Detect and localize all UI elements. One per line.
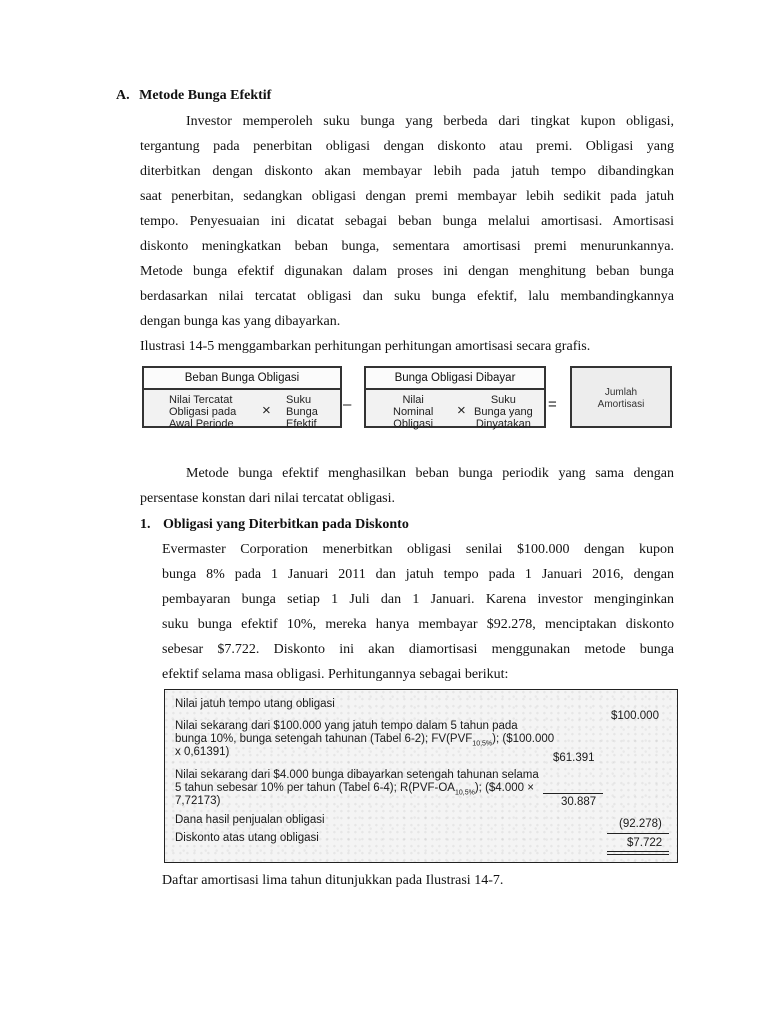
effective-rate-label: Suku Bunga Efektif — [286, 394, 318, 430]
subsection-heading — [140, 517, 409, 533]
pv-interest-amount: 30.887 — [561, 796, 597, 808]
paragraph-line: efektif selama masa obligasi. Perhitungannya sebagai berikut: — [162, 667, 509, 682]
paragraph-line: Metode bunga efektif digunakan dalam proses ini dengan menghitung beban bunga — [140, 264, 674, 279]
interest-expense-box — [142, 366, 342, 428]
stated-rate-label: Suku Bunga yang Dinyatakan — [474, 394, 533, 430]
illustration-note: Ilustrasi 14-5 menggambarkan perhitungan perhitungan amortisasi secara grafis. — [140, 339, 591, 354]
effective-method-paragraph — [140, 461, 674, 511]
paragraph-line: Investor memperoleh suku bunga yang berbeda dari tingkat kupon obligasi, — [186, 114, 674, 129]
paragraph-line: suku bunga efektif 10%, mereka hanya membayar $92.278, menciptakan diskonto — [162, 617, 674, 632]
subtotal-rule — [543, 793, 603, 794]
pv-principal-amount: $61.391 — [553, 752, 595, 764]
proceeds-label: Dana hasil penjualan obligasi — [175, 814, 325, 826]
example-paragraph — [162, 537, 674, 687]
paragraph-line: pembayaran bunga setiap 1 Juli dan 1 Januari. Karena investor menginginkan — [162, 592, 674, 607]
section-heading — [116, 88, 271, 104]
pv-interest-line-3: 7,72173) — [175, 795, 221, 807]
intro-paragraph — [140, 109, 674, 334]
multiply-sign: × — [457, 402, 466, 419]
paragraph-line: berdasarkan nilai tercatat obligasi dan suku bunga efektif, lalu membandingkannya — [140, 289, 674, 304]
paragraph-line: tergantung pada penerbitan obligasi dengan diskonto atau premi. Obligasi yang — [140, 139, 674, 154]
paragraph-line: Evermaster Corporation menerbitkan obligasi senilai $100.000 dengan kupon — [162, 542, 674, 557]
amortization-amount-box — [570, 366, 672, 428]
pv-interest-line-2: 5 tahun sebesar 10% per tahun (Tabel 6-4); $R(PVF-OA_{10,5\%})$; ($4.000 × — [175, 782, 534, 797]
equals-sign: = — [548, 396, 557, 413]
paragraph-line: Metode bunga efektif menghasilkan beban bunga periodik yang sama dengan — [186, 466, 674, 481]
paragraph-line: diskonto meningkatkan beban bunga, sementara amortisasi premi menurunkannya. — [140, 239, 674, 254]
pv-principal-line-3: x 0,61391) — [175, 746, 230, 758]
paragraph-line: sebesar $7.722. Diskonto ini akan diamortisasi menggunakan metode bunga — [162, 642, 674, 657]
subsection-marker: 1. — [140, 517, 151, 532]
paragraph-line: dengan bunga kas yang dibayarkan. — [140, 314, 341, 329]
paragraph-line: diterbitkan dengan diskonto akan membayar lebih pada jatuh tempo dibandingkan — [140, 164, 674, 179]
minus-sign: – — [343, 396, 352, 413]
paragraph-line: persentase konstan dari nilai tercatat obligasi. — [140, 491, 396, 506]
amortization-label: Jumlah Amortisasi — [597, 387, 645, 410]
interest-paid-box — [364, 366, 546, 428]
closing-line: Daftar amortisasi lima tahun ditunjukkan pada Ilustrasi 14-7. — [162, 873, 504, 888]
pv-principal-line-2: bunga 10%, bunga setengah tahunan (Tabel 6-2); $FV(PVF_{10,5\%})$; ($100.000 — [175, 733, 555, 748]
bond-price-computation-figure — [164, 689, 678, 863]
total-rule — [607, 833, 669, 834]
paragraph-line: saat penerbitan, sedangkan obligasi dengan premi membayar lebih sedikit pada jatuh — [140, 189, 674, 204]
amortization-formula-figure — [142, 366, 672, 428]
proceeds-amount: (92.278) — [619, 818, 662, 830]
box-header: Beban Bunga Obligasi — [144, 368, 340, 390]
paragraph-line: bunga 8% pada 1 Januari 2011 dan jatuh tempo pada 1 Januari 2016, dengan — [162, 567, 674, 582]
discount-amount: $7.722 — [627, 837, 663, 849]
multiply-sign: × — [262, 402, 271, 419]
double-rule-top — [607, 851, 669, 852]
maturity-value-amount: $100.000 — [611, 710, 659, 722]
section-title: Metode Bunga Efektif — [139, 88, 272, 103]
box-header: Bunga Obligasi Dibayar — [366, 368, 544, 390]
section-marker: A. — [116, 88, 130, 103]
subsection-title: Obligasi yang Diterbitkan pada Diskonto — [163, 517, 409, 532]
pv-principal-line-1: Nilai sekarang dari $100.000 yang jatuh tempo dalam 5 tahun pada — [175, 720, 518, 732]
paragraph-line: tempo. Penyesuaian ini dicatat sebagai beban bunga melalui amortisasi. Amortisasi — [140, 214, 674, 229]
discount-label: Diskonto atas utang obligasi — [175, 832, 319, 844]
maturity-value-label: Nilai jatuh tempo utang obligasi — [175, 698, 335, 710]
double-rule-bottom — [607, 854, 669, 855]
face-value-label: Nilai Nominal Obligasi — [393, 394, 434, 430]
pv-interest-line-1: Nilai sekarang dari $4.000 bunga dibayarkan setengah tahunan selama — [175, 769, 539, 781]
carrying-value-label: Nilai Tercatat Obligasi pada Awal Periode — [169, 394, 237, 430]
